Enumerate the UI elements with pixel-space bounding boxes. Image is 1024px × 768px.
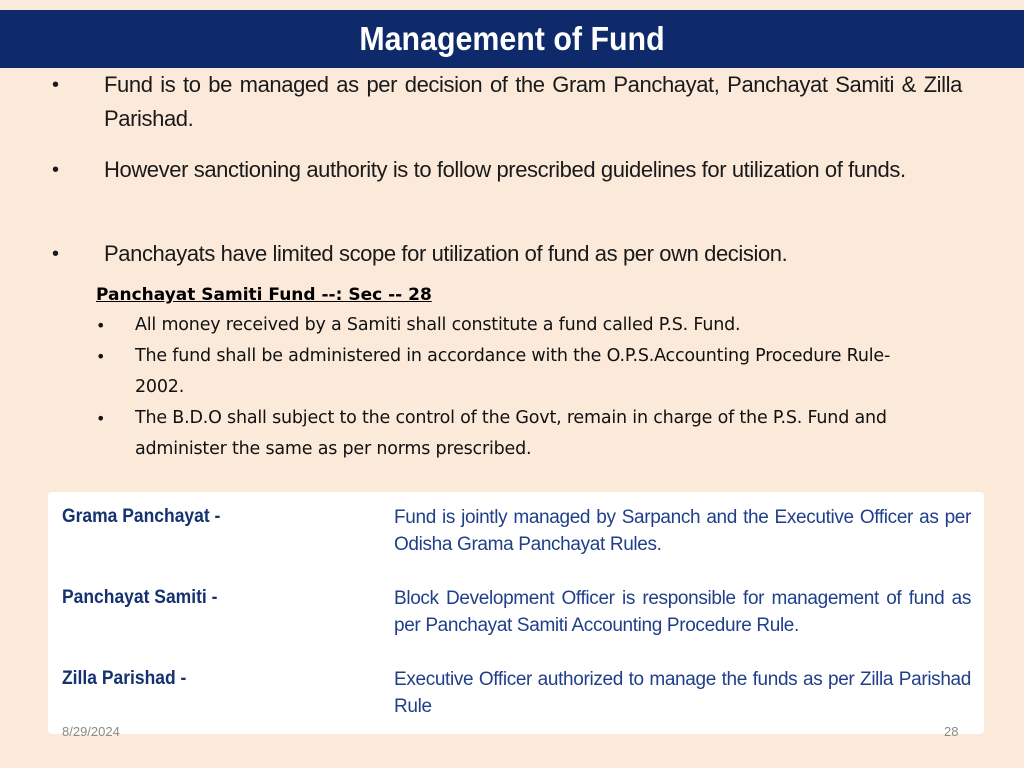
- page-number: 28: [944, 724, 959, 739]
- footer-date: 8/29/2024: [62, 724, 120, 739]
- panchayat-samiti-section: [96, 280, 916, 465]
- section-heading: Panchayat Samiti Fund --: Sec -- 28: [96, 285, 432, 305]
- fund-management-table: [48, 492, 984, 734]
- bullet-dot-icon: •: [96, 347, 106, 366]
- bullet-dot-icon: •: [96, 409, 106, 428]
- section-bullet: [96, 403, 916, 465]
- main-bullet-text: However sanctioning authority is to follow prescribed guidelines for utilization of funds.: [104, 157, 906, 182]
- section-bullet-text: The B.D.O shall subject to the control of the Govt, remain in charge of the P.S. Fund and administer the same as per norms prescribed.: [135, 408, 887, 459]
- main-bullet-text: Fund is to be managed as per decision of the Gram Panchayat, Panchayat Samiti & Zilla Parishad.: [104, 72, 962, 131]
- section-bullet-text: All money received by a Samiti shall constitute a fund called P.S. Fund.: [135, 315, 741, 335]
- row-label: Grama Panchayat -: [62, 506, 221, 527]
- section-bullet-text: The fund shall be administered in accordance with the O.P.S.Accounting Procedure Rule- 2002.: [135, 346, 891, 397]
- section-bullet: [96, 310, 916, 341]
- row-label: Zilla Parishad -: [62, 668, 187, 689]
- title-bar: [0, 10, 1024, 68]
- main-bullet-text: Panchayats have limited scope for utilization of fund as per own decision.: [104, 241, 788, 266]
- bullet-dot-icon: •: [52, 243, 60, 265]
- row-label: Panchayat Samiti -: [62, 587, 218, 608]
- row-description: Executive Officer authorized to manage the funds as per Zilla Parishad Rule: [394, 669, 971, 717]
- slide-title: Management of Fund: [359, 20, 665, 57]
- row-description: Fund is jointly managed by Sarpanch and the Executive Officer as per Odisha Grama Panchayat Rules.: [394, 507, 971, 555]
- bullet-dot-icon: •: [52, 159, 60, 181]
- bullet-dot-icon: •: [52, 74, 60, 96]
- section-bullet: [96, 341, 916, 403]
- row-description: Block Development Officer is responsible for management of fund as per Panchayat Samiti Accounting Procedure Rule.: [394, 588, 971, 636]
- bullet-dot-icon: •: [96, 316, 106, 335]
